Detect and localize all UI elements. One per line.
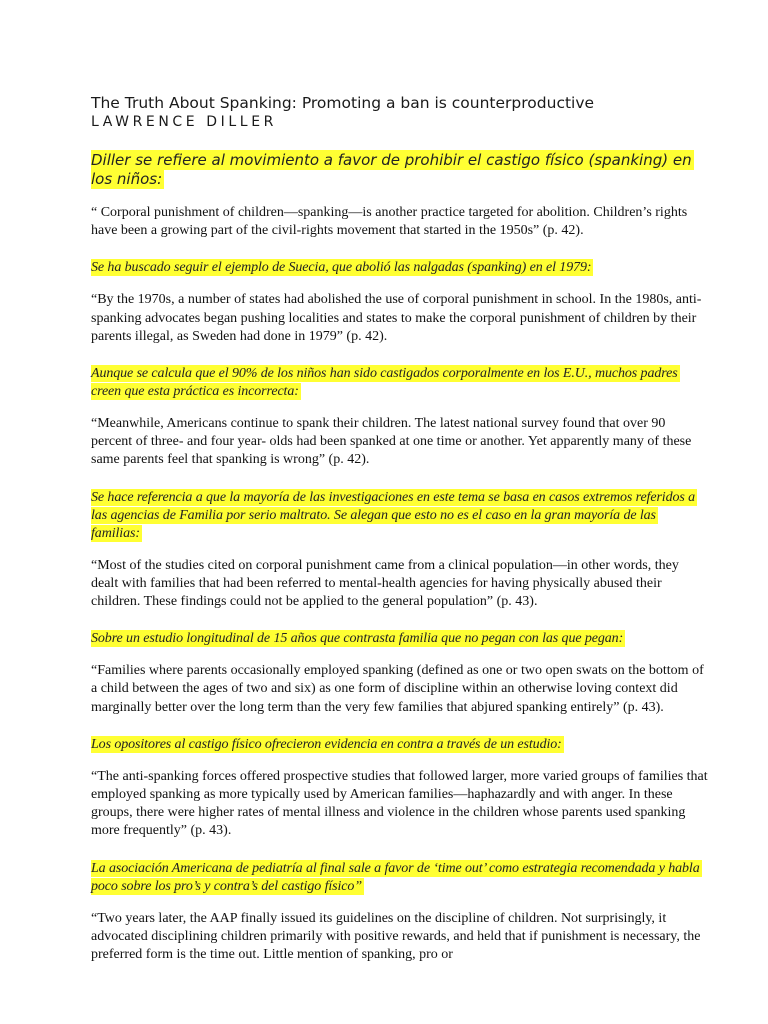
section-5 — [91, 630, 708, 717]
section-quote: “Meanwhile, Americans continue to spank their children. The latest national survey found that over 90 percent of three- and four year- olds had been spanked at one time or another. Yet apparently many of these same parents feel that spanking is wrong” (p. 42). — [91, 416, 692, 468]
highlighted-heading-text: La asociación Americana de pediatría al final sale a favor de ‘time out’ como estrategia recomendada y habla poco sobre los pro’s y contra’s del castigo físico” — [91, 860, 700, 894]
section-7 — [91, 860, 708, 965]
section-heading — [91, 630, 708, 648]
section-1 — [91, 151, 708, 240]
section-2 — [91, 259, 708, 346]
section-quote: “The anti-spanking forces offered prospective studies that followed larger, more varied groups of families that employed spanking as more typically used by American families—haphazardly and with anger. In these groups, there were higher rates of mental illness and violence in the children whose parents used spanking more frequently” (p. 43). — [91, 768, 708, 839]
highlighted-heading-text: Se hace referencia a que la mayoría de las investigaciones en este tema se basa en casos extremos referidos a las agencias de Familia por serio maltrato. Se alegan que esto no es el caso en la gran mayoría de las familias: — [91, 489, 696, 541]
highlighted-heading-text: Se ha buscado seguir el ejemplo de Suecia, que abolió las nalgadas (spanking) en el 1979: — [91, 260, 592, 276]
highlighted-heading-text: Diller se refiere al movimiento a favor de prohibir el castigo físico (spanking) en los niños: — [91, 151, 692, 188]
document-author: LAWRENCE DILLER — [91, 114, 277, 130]
section-6 — [91, 736, 708, 841]
section-heading — [91, 736, 708, 754]
highlighted-heading-text: Aunque se calcula que el 90% de los niños han sido castigados corporalmente en los E.U., muchos padres creen que esta práctica es incorrecta: — [91, 366, 678, 400]
highlighted-heading-text: Sobre un estudio longitudinal de 15 años que contrasta familia que no pegan con las que pegan: — [91, 631, 624, 647]
section-3 — [91, 365, 708, 470]
section-heading — [91, 259, 708, 277]
section-heading — [91, 489, 708, 543]
section-heading — [91, 365, 708, 401]
section-quote: “Two years later, the AAP finally issued its guidelines on the discipline of children. Not surprisingly, it advocated disciplining children primarily with positive rewards, and held that if punishment is necessary, the preferred form is the time out. Little mention of spanking, pro or — [91, 910, 701, 963]
section-quote: “Most of the studies cited on corporal punishment came from a clinical population—in other words, they dealt with families that had been referred to mental-health agencies for having physically abused their children. These findings could not be applied to the general population” (p. 43). — [91, 557, 679, 610]
document-title: The Truth About Spanking: Promoting a ban is counterproductive — [91, 94, 595, 112]
section-4 — [91, 489, 708, 612]
highlighted-heading-text: Los opositores al castigo físico ofrecieron evidencia en contra a través de un estudio: — [91, 736, 562, 752]
section-heading — [91, 151, 708, 189]
section-quote: “By the 1970s, a number of states had abolished the use of corporal punishment in school. In the 1980s, anti-spanking advocates began pushing localities and states to make the corporal punishment of children by their parents illegal, as Sweden had done in 1979” (p. 42). — [91, 292, 702, 344]
section-heading — [91, 860, 708, 896]
section-quote: “ Corporal punishment of children—spanking—is another practice targeted for abolition. Children’s rights have been a growing part of the civil-rights movement that started in the 1950s” (p. 42). — [91, 205, 688, 239]
section-quote: “Families where parents occasionally employed spanking (defined as one or two open swats on the bottom of a child between the ages of two and six) as one form of discipline within an otherwise loving context did marginally better over the long term than the very few families that abjured spanking entirely” (p. 43). — [91, 663, 704, 715]
